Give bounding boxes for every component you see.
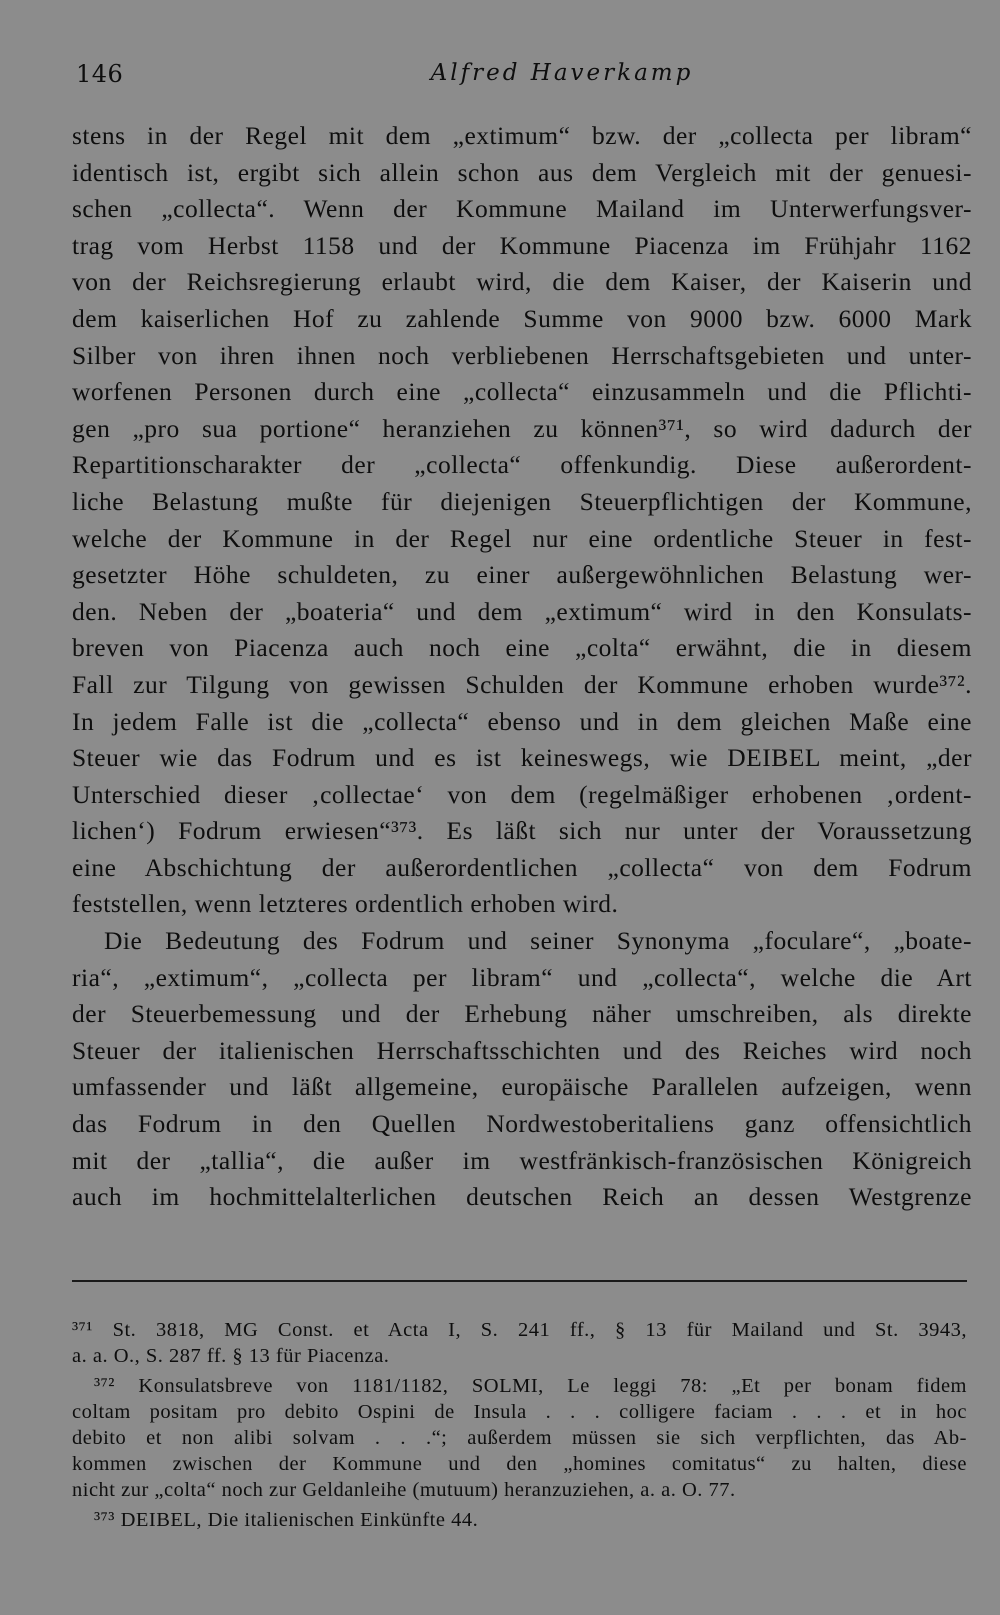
body-line: Steuer wie das Fodrum und es ist keineswegs, wie DEIBEL meint, „der bbox=[72, 743, 972, 773]
body-line: schen „collecta“. Wenn der Kommune Mailand im Unterwerfungsver- bbox=[72, 194, 972, 224]
body-line: identisch ist, ergibt sich allein schon aus dem Vergleich mit der genuesi- bbox=[72, 157, 972, 187]
body-line: liche Belastung mußte für diejenigen Steuerpflichtigen der Kommune, bbox=[72, 486, 972, 516]
body-line: lichen‘) Fodrum erwiesen“³⁷³. Es läßt sich nur unter der Voraussetzung bbox=[72, 816, 972, 846]
body-line: breven von Piacenza auch noch eine „colta“ erwähnt, die in diesem bbox=[72, 633, 972, 663]
body-line: Die Bedeutung des Fodrum und seiner Synonyma „foculare“, „boate- bbox=[104, 926, 972, 956]
body-line: gesetzter Höhe schuldeten, zu einer außergewöhnlichen Belastung wer- bbox=[72, 560, 972, 590]
footnote-line: ³⁷³ DEIBEL, Die italienischen Einkünfte 44. bbox=[94, 1509, 479, 1531]
body-text bbox=[72, 118, 972, 1216]
body-line: stens in der Regel mit dem „extimum“ bzw. der „collecta per libram“ bbox=[72, 121, 972, 150]
body-line: worfenen Personen durch eine „collecta“ einzusammeln und die Pflichti- bbox=[72, 377, 972, 407]
body-line: das Fodrum in den Quellen Nordwestoberitaliens ganz offensichtlich bbox=[72, 1109, 972, 1139]
page-header bbox=[72, 60, 972, 96]
body-line: welche der Kommune in der Regel nur eine ordentliche Steuer in fest- bbox=[72, 523, 972, 553]
footnote-line: ³⁷¹ St. 3818, MG Const. et Acta I, S. 241 ff., § 13 für Mailand und St. 3943, bbox=[72, 1319, 967, 1341]
body-line: auch im hochmittelalterlichen deutschen Reich an dessen Westgrenze bbox=[72, 1182, 972, 1212]
body-line: dem kaiserlichen Hof zu zahlende Summe von 9000 bzw. 6000 Mark bbox=[72, 303, 972, 333]
footnote-line: a. a. O., S. 287 ff. § 13 für Piacenza. bbox=[72, 1345, 390, 1367]
body-line: Repartitionscharakter der „collecta“ offenkundig. Diese außerordent- bbox=[72, 450, 972, 480]
footnote-line: debito et non alibi solvam . . .“; außerdem müssen sie sich verpflichten, das Ab- bbox=[72, 1427, 967, 1449]
body-line: eine Abschichtung der außerordentlichen „collecta“ von dem Fodrum bbox=[72, 852, 972, 882]
body-line: umfassender und läßt allgemeine, europäische Parallelen aufzeigen, wenn bbox=[72, 1072, 972, 1102]
footnote-separator bbox=[72, 1280, 967, 1282]
page-number: 146 bbox=[76, 60, 124, 88]
body-line: ria“, „extimum“, „collecta per libram“ und „collecta“, welche die Art bbox=[72, 962, 972, 992]
body-line: feststellen, wenn letzteres ordentlich erhoben wird. bbox=[72, 889, 619, 919]
body-line: mit der „tallia“, die außer im westfränkisch-französischen Königreich bbox=[72, 1145, 972, 1175]
body-line: gen „pro sua portione“ heranziehen zu können³⁷¹, so wird dadurch der bbox=[72, 413, 972, 443]
footnote-line: ³⁷² Konsulatsbreve von 1181/1182, SOLMI, Le leggi 78: „Et per bonam fidem bbox=[94, 1375, 967, 1397]
footnotes bbox=[72, 1317, 967, 1533]
footnote-line: nicht zur „colta“ noch zur Geldanleihe (mutuum) heranzuziehen, a. a. O. 77. bbox=[72, 1479, 736, 1501]
body-line: der Steuerbemessung und der Erhebung näher umschreiben, als direkte bbox=[72, 999, 972, 1029]
body-line: Silber von ihren ihnen noch verbliebenen Herrschaftsgebieten und unter- bbox=[72, 340, 972, 370]
running-head: Alfred Haverkamp bbox=[430, 60, 694, 86]
body-line: trag vom Herbst 1158 und der Kommune Piacenza im Frühjahr 1162 bbox=[72, 230, 972, 260]
footnote-line: kommen zwischen der Kommune und den „homines comitatus“ zu halten, diese bbox=[72, 1453, 967, 1475]
footnote-line: coltam positam pro debito Ospini de Insula . . . colligere faciam . . . et in hoc bbox=[72, 1401, 967, 1423]
body-line: In jedem Falle ist die „collecta“ ebenso und in dem gleichen Maße eine bbox=[72, 706, 972, 736]
body-line: Steuer der italienischen Herrschaftsschichten und des Reiches wird noch bbox=[72, 1035, 972, 1065]
body-line: Unterschied dieser ‚collectae‘ von dem (regelmäßiger erhobenen ‚ordent- bbox=[72, 779, 972, 809]
body-line: den. Neben der „boateria“ und dem „extimum“ wird in den Konsulats- bbox=[72, 596, 972, 626]
body-line: von der Reichsregierung erlaubt wird, die dem Kaiser, der Kaiserin und bbox=[72, 267, 972, 297]
body-line: Fall zur Tilgung von gewissen Schulden der Kommune erhoben wurde³⁷². bbox=[72, 669, 972, 699]
